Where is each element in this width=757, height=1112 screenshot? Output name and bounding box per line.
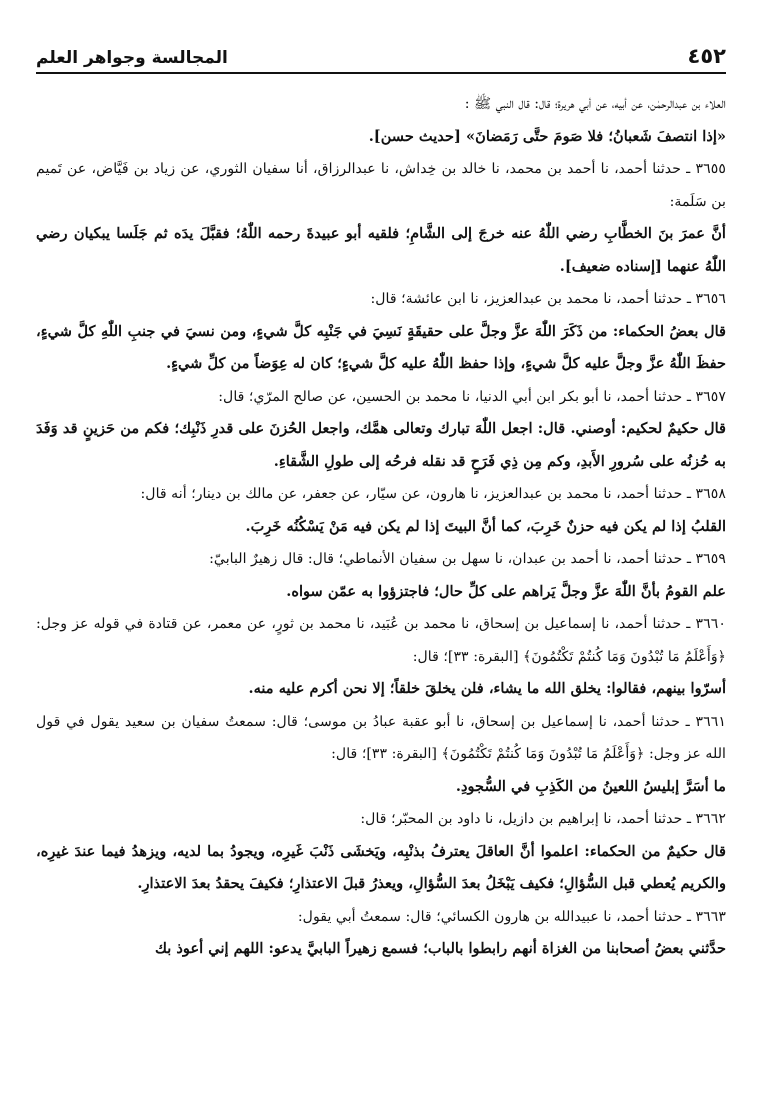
text-paragraph: قال حكيمٌ لحكيم: أوصني. قال: اجعل اللّٰهَ تبارك وتعالى همَّك، واجعل الحُزنَ على قدرِ ذَنْبِك؛ فكم من حَزينٍ قد وَفَدَ به حُزنُه على سُرورِ الأَبدِ، وكم مِن ذِي فَرَحٍ قد نقله فرحُه إلى طولِ الشَّقاءِ. — [36, 420, 726, 470]
narration-paragraph: ٣٦٥٩ ـ حدثنا أحمد، نا أحمد بن عبدان، نا سهل بن سفيان الأنماطي؛ قال: قال زهيرٌ البابيّ: — [209, 551, 726, 567]
text-paragraph: أنَّ عمرَ بنَ الخطَّابِ رضي اللّٰهُ عنه خرجَ إلى الشَّامِ؛ فلقيه أبو عبيدةَ رحمه اللّٰهُ؛ فقبَّلَ يدَه ثم جَلَسا يبكيان رضي اللّٰهُ عنهما [إسناده ضعيف]. — [36, 225, 726, 275]
narration-paragraph: ٣٦٦٠ ـ حدثنا أحمد، نا إسماعيل بن إسحاق، نا محمد بن عُبَيد، نا محمد بن ثورٍ، عن معمر، عن قتادة في قوله عز وجل: ﴿وَأَعْلَمُ مَا تُبْدُونَ وَمَا كُنتُمْ تَكْتُمُونَ﴾ [البقرة: ٣٣]؛ قال: — [36, 616, 726, 665]
text-paragraph: قال بعضُ الحكماء: من ذَكَرَ اللّٰهَ عزَّ وجلَّ على حقيقَةٍ نَسِيَ في جَنْبِه كلَّ شيءٍ، ومن نسيَ في جنبِ اللّٰهِ كلَّ شيءٍ، حفظَ اللّٰهُ عزَّ وجلَّ عليه كلَّ شيءٍ، وإذا حفظ اللّٰهُ عليه كلَّ شيءٍ؛ كان له عِوَضاً من كلِّ شيءٍ. — [36, 322, 726, 372]
text-paragraph: ما أسَرَّ إبليسُ اللعينُ من الكَذِبِ في السُّجودِ. — [455, 777, 726, 795]
narration-paragraph: ٣٦٥٥ ـ حدثنا أحمد، نا أحمد بن محمد، نا خالد بن خِداش، نا عبدالرزاق، أنا سفيان الثوري، عن زياد بن فَيَّاض، عن تَميم بن سَلَمة: — [36, 161, 726, 210]
text-paragraph: أسرّوا بينهم، فقالوا: يخلق الله ما يشاء، فلن يخلقَ خلقاً؛ إلا نحن أكرم عليه منه. — [248, 680, 726, 697]
narration-paragraph: ٣٦٥٦ ـ حدثنا أحمد، نا محمد بن عبدالعزيز، نا ابن عائشة؛ قال: — [370, 291, 726, 307]
narration-paragraph: ٣٦٥٨ ـ حدثنا أحمد، نا محمد بن عبدالعزيز، نا هارون، عن سيّار، عن جعفر، عن مالك بن دينار؛ أنه قال: — [140, 486, 726, 502]
page-header — [36, 38, 726, 74]
text-paragraph: القلبُ إذا لم يكن فيه حزنٌ خَرِبَ، كما أنَّ البيتَ إذا لم يكن فيه مَنْ يَسْكُنُه خَرِبَ. — [245, 517, 726, 535]
narration-paragraph: ٣٦٥٧ ـ حدثنا أحمد، نا أبو بكر ابن أبي الدنيا، نا محمد بن الحسين، عن صالح المرّي؛ قال: — [218, 388, 726, 405]
narration-paragraph: ٣٦٦٣ ـ حدثنا أحمد، نا عبيدالله بن هارون الكسائي؛ قال: سمعتُ أبي يقول: — [297, 908, 726, 925]
book-page — [36, 38, 726, 966]
narration-paragraph: ٣٦٦١ ـ حدثنا أحمد، نا إسماعيل بن إسحاق، نا أبو عقبة عبادُ بن موسى؛ قال: سمعتُ سفيان بن سعيد يقول في قول الله عز وجل: ﴿وَأَعْلَمُ مَا تُبْدُونَ وَمَا كُنتُمْ تَكْتُمُونَ﴾ [البقرة: ٣٣]؛ قال: — [36, 713, 726, 762]
page-body — [36, 88, 726, 966]
text-paragraph: قال حكيمٌ من الحكماء: اعلموا أنَّ العاقلَ يعترفُ بذنْبِه، ويَخشَى ذَنْبَ غَيرِه، ويجودُ بما لديه، ويزهدُ فيما عندَ غيرِه، والكريم يُعطي قبل السُّؤالِ؛ فكيف يَبْخَلُ بعدَ السُّؤالِ، ويعذرُ قبلَ الاعتذارِ؛ فكيفَ يحقدُ بعدَ الاعتذارِ. — [36, 842, 726, 892]
text-paragraph: علم القومُ بأنَّ اللّٰهَ عزَّ وجلَّ يَراهم على كلِّ حال؛ فاجتزؤوا به عمّن سواه. — [286, 582, 726, 600]
narration-paragraph: ٣٦٦٢ ـ حدثنا أحمد، نا إبراهيم بن دازيل، نا داود بن المحبّر؛ قال: — [360, 811, 726, 827]
text-paragraph: حدَّثني بعضُ أصحابنا من الغزاة أنهم رابطوا بالباب؛ فسمع زهيراً البابيَّ يدعو: اللهم إني أعوذ بك — [154, 940, 726, 957]
text-paragraph: «إذا انتصفَ شَعبانُ؛ فلا صَومَ حتَّى رَمَضانَ» [حديث حسن]. — [368, 127, 726, 145]
page-number: ٤٥٢ — [687, 44, 726, 68]
book-title: المجالسة وجواهر العلم — [36, 48, 228, 68]
narration-paragraph: العلاء بن عبدالرحمٰن، عن أبيه، عن أبي هريرة؛ قال: قال النبي ﷺ : — [464, 96, 726, 112]
